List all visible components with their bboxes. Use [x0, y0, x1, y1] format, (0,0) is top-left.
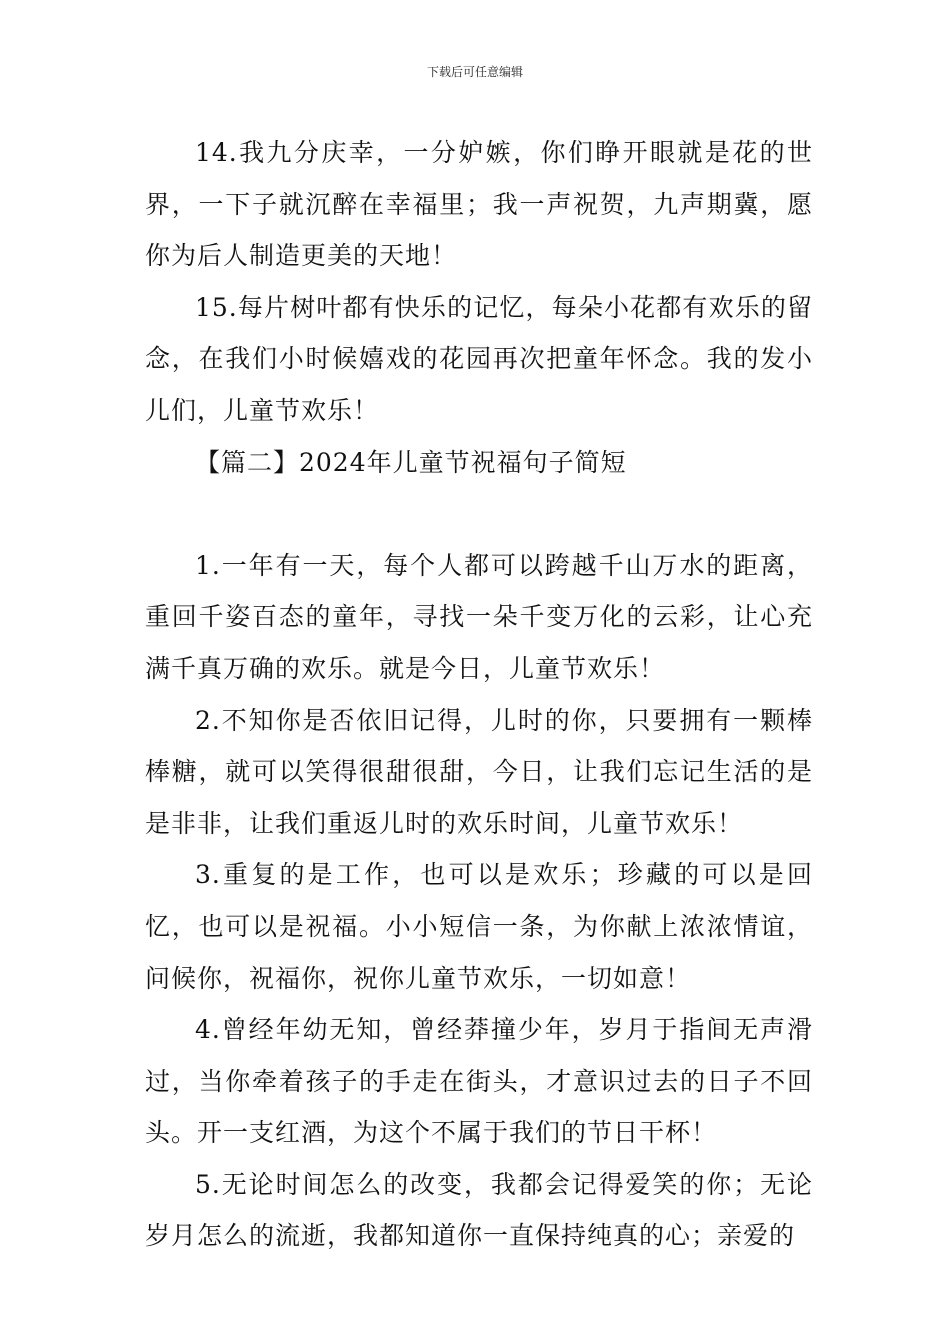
paragraph-14: 14.我九分庆幸，一分妒嫉，你们睁开眼就是花的世界，一下子就沉醉在幸福里；我一声祝贺，九声期冀，愿你为后人制造更美的天地！ — [145, 138, 813, 271]
section-title: 【篇二】2024年儿童节祝福句子简短 — [195, 447, 627, 477]
paragraph-1: 1.一年有一天，每个人都可以跨越千山万水的距离，重回千姿百态的童年，寻找一朵千变万化的云彩，让心充满千真万确的欢乐。就是今日，儿童节欢乐！ — [145, 550, 813, 683]
paragraph-5: 5.无论时间怎么的改变，我都会记得爱笑的你；无论岁月怎么的流逝，我都知道你一直保持纯真的心；亲爱的 — [145, 1169, 813, 1251]
paragraph-15: 15.每片树叶都有快乐的记忆，每朵小花都有欢乐的留念，在我们小时候嬉戏的花园再次把童年怀念。我的发小儿们，儿童节欢乐！ — [145, 292, 813, 425]
page-header-note: 下载后可任意编辑 — [426, 65, 523, 79]
document-body — [145, 127, 813, 1262]
paragraph-4: 4.曾经年幼无知，曾经莽撞少年，岁月于指间无声滑过，当你牵着孩子的手走在街头，才意识过去的日子不回头。开一支红酒，为这个不属于我们的节日干杯！ — [145, 1015, 813, 1148]
paragraph-3: 3.重复的是工作，也可以是欢乐；珍藏的可以是回忆，也可以是祝福。小小短信一条，为你献上浓浓情谊，问候你，祝福你，祝你儿童节欢乐，一切如意！ — [145, 860, 813, 993]
paragraph-2: 2.不知你是否依旧记得，儿时的你，只要拥有一颗棒棒糖，就可以笑得很甜很甜，今日，让我们忘记生活的是是非非，让我们重返儿时的欢乐时间，儿童节欢乐！ — [145, 705, 813, 838]
